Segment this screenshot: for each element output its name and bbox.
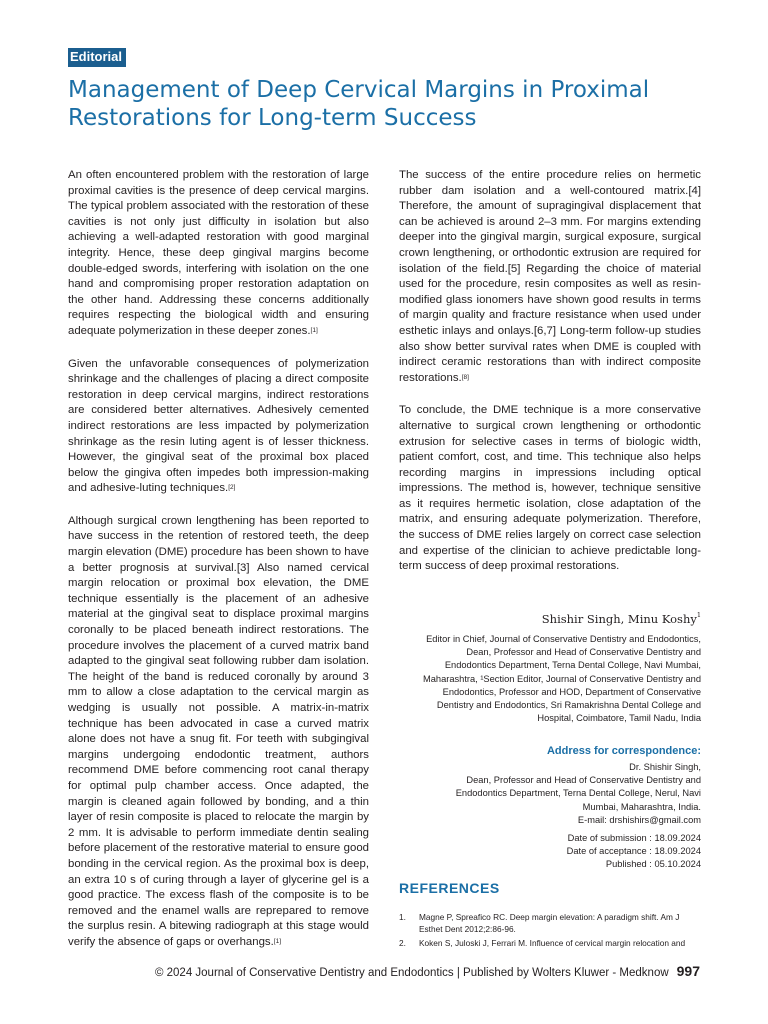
author-names: Shishir Singh, Minu Koshy$^1$ bbox=[541, 611, 701, 626]
paragraph: An often encountered problem with the restoration of large proximal cavities is the presence of deep cervical margins. The typical problem associated with the restoration of these cavities is not only just difficulty in isolation but also achieving a well-adapted restoration with good marginal integrity. Hence, these deep gingival margins become double-edged swords, interfering with isolation on the one hand and compromising proper restoration adaptation on the other hand. Addressing these concerns additionally requires respecting the biological width and ensuring adequate polymerization in these deeper zones.[1] bbox=[68, 169, 369, 337]
correspondence-heading: Address for correspondence: bbox=[546, 745, 701, 757]
page-number: 997 bbox=[676, 963, 700, 979]
paragraph: Given the unfavorable consequences of polymerization shrinkage and the challenges of placing a direct composite restoration in deep cervical margins, indirect restorations are considered better alternatives. Adhesively cemented indirect restorations are less impacted by polymerization shrinkage as the resin luting agent is of lesser thickness. However, the gingival seat of the proximal box placed below the gingiva often impedes both impression-making and adhesive-luting techniques.[2] bbox=[68, 357, 369, 495]
right-column bbox=[399, 168, 701, 592]
reference-item: 1. Magne P, Spreafico RC. Deep margin elevation: A paradigm shift. Am J Esthet Dent 2012;2:86-96. bbox=[399, 912, 680, 934]
date-submission: Date of submission : 18.09.2024 bbox=[567, 833, 701, 843]
paragraph: To conclude, the DME technique is a more conservative alternative to surgical crown lengthening or orthodontic extrusion for selective cases in terms of biologic width, patient comfort, cost, and time. This technique also helps recording margins in impressions including optical impressions. The method is, however, technique sensitive as it requires hermetic isolation, close adaptation of the matrix, and ensuring adequate polymerization. Therefore, the success of DME relies largely on correct case selection and expertise of the clinician to achieve predictable long-term success of deep proximal restorations. bbox=[399, 404, 701, 573]
page-footer: © 2024 Journal of Conservative Dentistry and Endodontics | Published by Wolters Kluwer - Medknow 997 bbox=[154, 963, 700, 979]
affiliation: Editor in Chief, Journal of Conservative Dentistry and Endodontics, Dean, Professor and Head of Conservative Dentistry and Endodontics Department, Terna Dental College, Navi Mumbai, Maharashtra, ¹Section Editor, Journal of Conservative Dentistry and Endodontics, Professor and HOD, Department of Conservative Dentistry and Endodontics, Sri Ramakrishna Dental College and Hospital, Coimbatore, Tamil Nadu, India bbox=[422, 634, 701, 724]
correspondent-email[interactable]: E-mail: drshishirs@gmail.com bbox=[577, 814, 701, 825]
references-heading: REFERENCES bbox=[399, 880, 500, 896]
article-title: Management of Deep Cervical Margins in Proximal Restorations for Long-term Success bbox=[68, 77, 650, 131]
references-list bbox=[399, 911, 701, 951]
date-published: Published : 05.10.2024 bbox=[605, 859, 701, 870]
paragraph: The success of the entire procedure relies on hermetic rubber dam isolation and a well-contoured matrix.[4] Therefore, the amount of supragingival displacement that can be achieved is around 2–3 mm. For margins extending deeper into the gingival margin, surgical exposure, surgical crown lengthening, or orthodontic extrusion are required for isolation of the field.[5] Regarding the choice of material used for the procedure, resin composites as well as resin-modified glass ionomers have shown good results in terms of margin quality and fracture resistance when used under esthetic inlays and onlays.[6,7] Long-term follow-up studies also show better survival rates when DME is coupled with indirect ceramic restorations than with indirect composite restorations.[8] bbox=[399, 169, 701, 384]
reference-item: 2. Koken S, Juloski J, Ferrari M. Influence of cervical margin relocation and bbox=[399, 938, 686, 948]
correspondent-address: Dean, Professor and Head of Conservative Dentistry and Endodontics Department, Terna Dental College, Nerul, Navi Mumbai, Maharashtra, India. bbox=[455, 775, 701, 812]
section-tag: Editorial bbox=[68, 48, 126, 67]
correspondent-name: Dr. Shishir Singh, bbox=[629, 762, 701, 772]
left-column bbox=[68, 168, 369, 968]
article-dates bbox=[500, 832, 701, 872]
paragraph: Although surgical crown lengthening has been reported to have success in the retention of restored teeth, the deep margin elevation (DME) procedure has been shown to have a better prognosis at survival.[3] Also named cervical margin relocation or proximal box elevation, the DME technique essentially is the placement of an adhesive material at the gingival seat to displace proximal margins coronally to be placed beneath indirect restorations. The procedure involves the placement of a curved matrix band adapted to the gingival seat following rubber dam isolation. The height of the band is reduced coronally by around 3 mm to allow a close adaptation to the cervical margin as wedging is usually not possible. A matrix-in-matrix technique has been advocated in case a curved matrix alone does not have a snug fit. For teeth with subgingival margins undergoing endodontic treatment, authors recommend DME before commencing root canal therapy for optimal pulp chamber access. Once adapted, the margin is cleaned again followed by bonding, and a thin layer of resin composite is placed to relocate the margin by 2 mm. It is advisable to perform immediate dentin sealing before placement of the restorative material to ensure good bonding in the cervical region. As the proximal box is deep, an extra 10 s of curing through a layer of glycerine gel is a good practice. The excess flash of the composite is to be removed and the enamel walls are reprepared to remove the surplus resin. A bitewing radiograph at this stage would verify the absence of gaps or overhangs.[1] bbox=[68, 514, 369, 948]
correspondence-address bbox=[420, 761, 701, 827]
date-acceptance: Date of acceptance : 18.09.2024 bbox=[566, 846, 701, 857]
